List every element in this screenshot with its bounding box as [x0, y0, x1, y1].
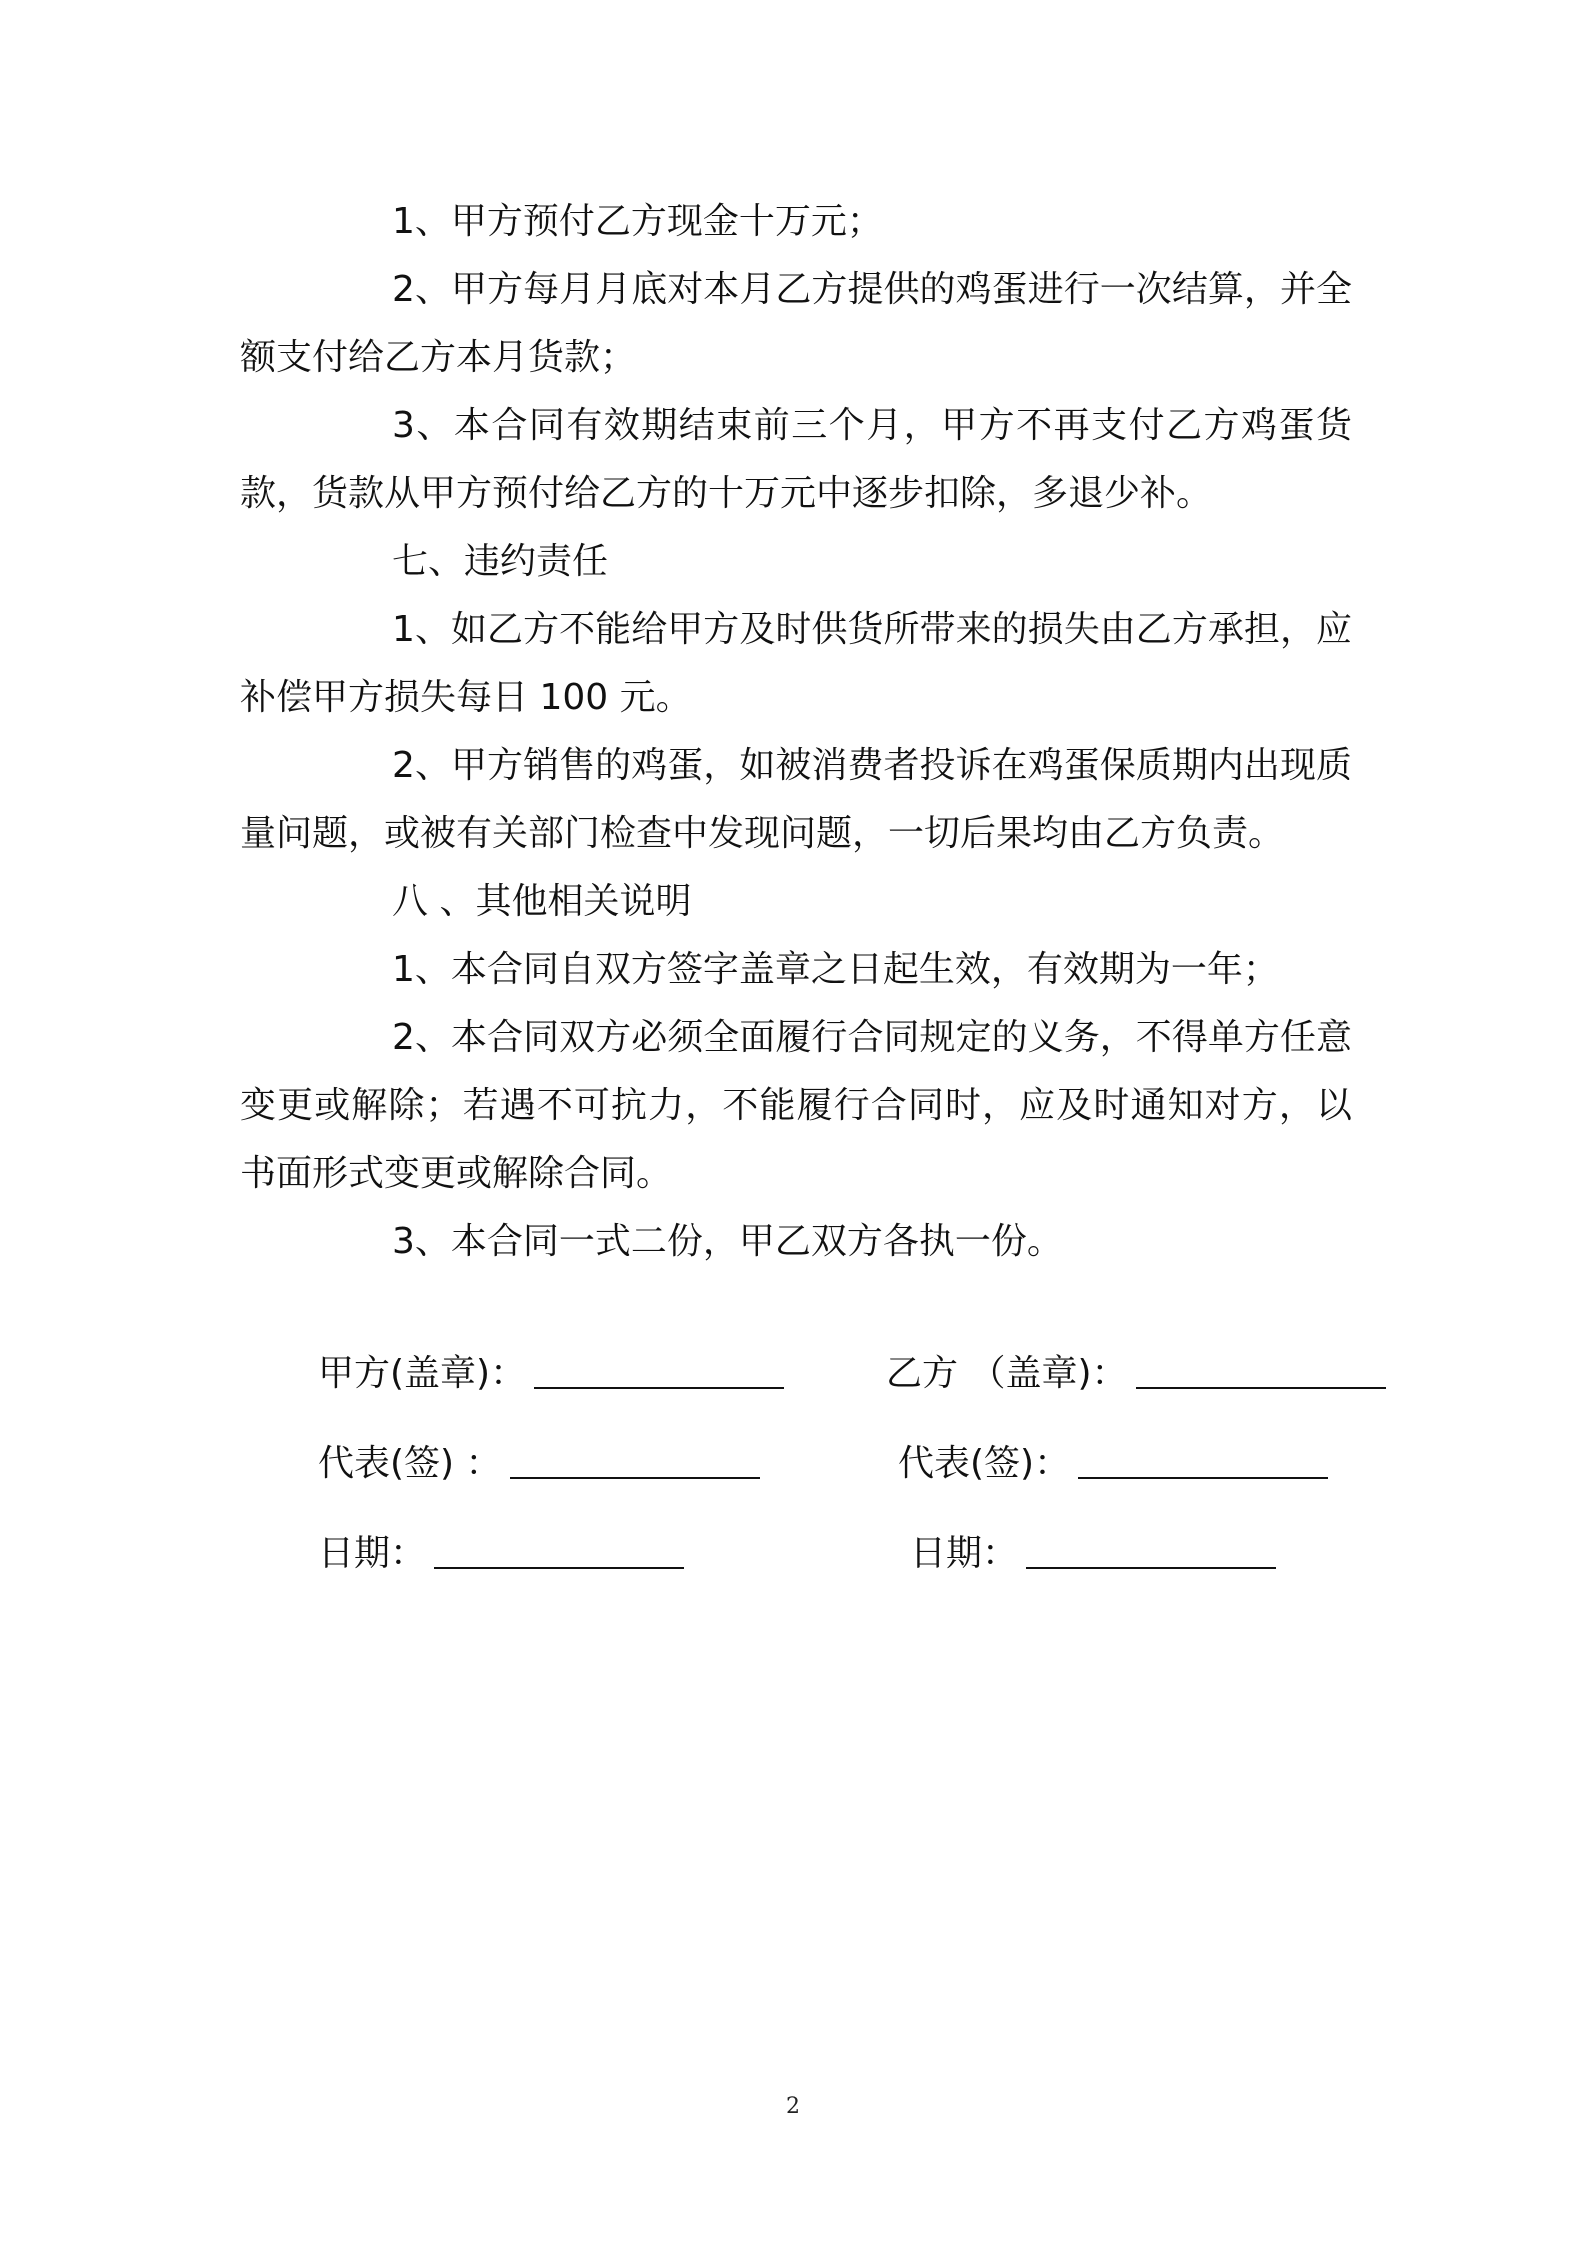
clause-obligations: 2、本合同双方必须全面履行合同规定的义务，不得单方任意变更或解除；若遇不可抗力，不能履行合同时，应及时通知对方，以书面形式变更或解除合同。 — [240, 1017, 1352, 1194]
contract-body — [240, 188, 1352, 1276]
party-b-rep-line — [898, 1442, 1328, 1486]
party-a-seal-label: 甲方(盖章)： — [318, 1353, 527, 1394]
party-a-seal-line — [318, 1352, 784, 1396]
clause-monthly-settlement: 2、甲方每月月底对本月乙方提供的鸡蛋进行一次结算，并全额支付给乙方本月货款； — [240, 269, 1352, 378]
party-a-rep-line — [318, 1442, 760, 1486]
party-b-date-line — [910, 1532, 1276, 1576]
party-a-rep-blank[interactable] — [510, 1447, 760, 1479]
clause-supply-delay: 1、如乙方不能给甲方及时供货所带来的损失由乙方承担，应补偿甲方损失每日 100 元。 — [240, 609, 1352, 718]
section-heading-other: 八 、其他相关说明 — [392, 881, 692, 922]
party-a-rep-label: 代表(签) ： — [318, 1443, 502, 1484]
party-a-date-blank[interactable] — [434, 1537, 684, 1569]
party-b-date-label: 日期： — [910, 1533, 1019, 1574]
party-a-date-label: 日期： — [318, 1533, 427, 1574]
party-b-date-blank[interactable] — [1026, 1537, 1276, 1569]
party-b-seal-label: 乙方 （盖章)： — [886, 1353, 1128, 1394]
clause-quality-liability: 2、甲方销售的鸡蛋，如被消费者投诉在鸡蛋保质期内出现质量问题，或被有关部门检查中发现问题，一切后果均由乙方负责。 — [240, 745, 1352, 854]
clause-copies: 3、本合同一式二份，甲乙双方各执一份。 — [392, 1221, 1063, 1262]
party-b-rep-label: 代表(签)： — [898, 1443, 1071, 1484]
clause-effective-period: 1、本合同自双方签字盖章之日起生效，有效期为一年； — [392, 949, 1279, 990]
party-b-rep-blank[interactable] — [1078, 1447, 1328, 1479]
party-a-date-line — [318, 1532, 684, 1576]
section-heading-breach: 七、违约责任 — [392, 541, 609, 582]
clause-final-deduction: 3、本合同有效期结束前三个月，甲方不再支付乙方鸡蛋货款，货款从甲方预付给乙方的十万元中逐步扣除，多退少补。 — [240, 405, 1352, 514]
party-b-seal-blank[interactable] — [1136, 1357, 1386, 1389]
party-a-seal-blank[interactable] — [534, 1357, 784, 1389]
page-number: 2 — [786, 2094, 800, 2119]
clause-prepayment: 1、甲方预付乙方现金十万元； — [392, 201, 883, 242]
party-b-seal-line — [886, 1352, 1386, 1396]
